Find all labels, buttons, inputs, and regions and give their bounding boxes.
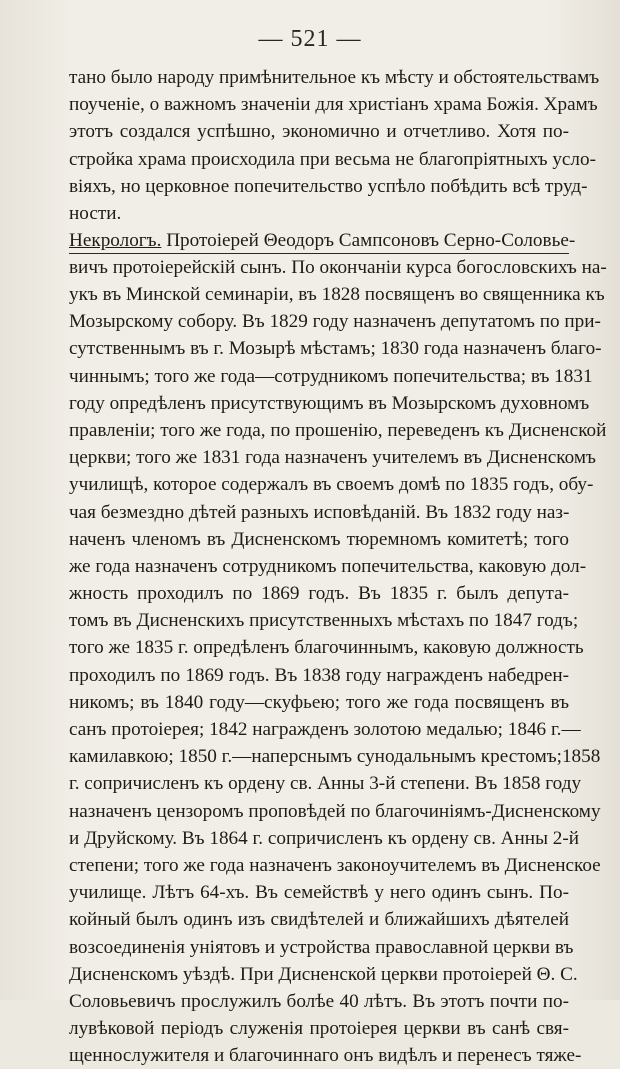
text-line: училище. Лѣтъ 64-хъ. Въ семействѣ у него одинъ сынъ. По-: [69, 882, 569, 904]
text-line: наченъ членомъ въ Дисненскомъ тюремномъ комитетѣ; того: [69, 528, 569, 550]
text-line: Мозырскому собору. Въ 1829 году назначенъ депутатомъ по при-: [69, 311, 601, 333]
text-line: этотъ создался успѣшно, экономично и отчетливо. Хотя по-: [69, 121, 569, 143]
text-line: Соловьевичъ прослужилъ болѣе 40 лѣтъ. Въ этотъ почти по-: [69, 990, 569, 1012]
text-line: церкви; того же 1831 года назначенъ учителемъ въ Дисненскомъ: [69, 447, 596, 469]
text-line: тано было народу примѣнительное къ мѣсту и обстоятельствамъ: [69, 67, 600, 88]
text-line: койный былъ одинъ изъ свидѣтелей и ближайшихъ дѣятелей: [69, 909, 569, 931]
text-line: санъ протоіерея; 1842 награжденъ золотою медалью; 1846 г.—: [69, 719, 581, 740]
text-line: и Друйскому. Въ 1864 г. сопричисленъ къ ордену св. Анны 2-й: [69, 827, 580, 849]
text-line: жность проходилъ по 1869 годъ. Въ 1835 г. былъ депута-: [69, 583, 569, 605]
page-number: — 521 —: [258, 26, 362, 52]
text-line: віяхъ, но церковное попечительство успѣло побѣдить всѣ труд-: [69, 175, 588, 197]
text-line: ности.: [69, 202, 122, 224]
text-line: проходилъ по 1869 годъ. Въ 1838 году награжденъ набедрен-: [69, 664, 569, 686]
text-line: вичъ протоіерейскій сынъ. По окончаніи курса богословскихъ на-: [69, 256, 607, 278]
text-line: поученіе, о важномъ значеніи для христіанъ храма Божія. Храмъ: [69, 94, 598, 116]
text-line: щеннослужителя и благочиннаго онъ видѣлъ и перенесъ тяже-: [69, 1045, 582, 1067]
necrology-heading: Некрологъ.: [69, 230, 162, 252]
text-line: же года назначенъ сотрудникомъ попечительства, каковую дол-: [69, 555, 587, 577]
text-line: никомъ; въ 1840 году—скуфьею; того же года посвященъ въ: [69, 691, 569, 713]
text-line: назначенъ цензоромъ проповѣдей по благочиніямъ-Дисненскому: [69, 800, 601, 822]
paragraph-necrology: [69, 227, 607, 1069]
text-line: степени; того же года назначенъ законоучителемъ въ Дисненское: [69, 854, 601, 876]
text-line: училищѣ, которое содержалъ въ своемъ домѣ по 1835 годъ, обу-: [69, 474, 594, 496]
text-line: стройка храма происходила при весьма не благопріятныхъ усло-: [69, 148, 596, 170]
text-line: сутственнымъ въ г. Мозырѣ мѣстамъ; 1830 года назначенъ благо-: [69, 338, 602, 360]
text-line: томъ въ Дисненскихъ присутственныхъ мѣстахъ по 1847 годъ;: [69, 610, 579, 632]
text-line: того же 1835 г. опредѣленъ благочиннымъ, каковую должность: [69, 637, 584, 659]
text-line: чая безмездно дѣтей разныхъ исповѣданій. Въ 1832 году наз-: [69, 501, 570, 523]
necrology-first-line-text: Протоіерей Θеодоръ Сампсоновъ Серно-Соловье-: [166, 230, 576, 252]
text-line: камилавкою; 1850 г.—наперснымъ сунодальнымъ крестомъ;1858: [69, 746, 601, 768]
text-line: лувѣковой періодъ служенія протоіерея церкви въ санѣ свя-: [69, 1018, 569, 1040]
text-line: укъ въ Минской семинаріи, въ 1828 посвященъ во священника къ: [69, 284, 605, 305]
text-block: [69, 64, 607, 1069]
text-line: Дисненскомъ уѣздѣ. При Дисненской церкви протоіерей Θ. С.: [69, 963, 578, 985]
necrology-first-line: [69, 227, 576, 254]
text-line: возсоединенія уніятовъ и устройства православной церкви въ: [69, 936, 574, 958]
text-line: чиннымъ; того же года—сотрудникомъ попечительства; въ 1831: [69, 365, 593, 387]
text-line: году опредѣленъ присутствующимъ въ Мозырскомъ духовномъ: [69, 392, 590, 414]
text-line: г. сопричисленъ къ ордену св. Анны 3-й степени. Въ 1858 году: [69, 773, 582, 795]
paragraph-parish-chronicle: [69, 64, 600, 227]
text-line: правленіи; того же года, по прошенію, переведенъ къ Дисненской: [69, 419, 607, 441]
